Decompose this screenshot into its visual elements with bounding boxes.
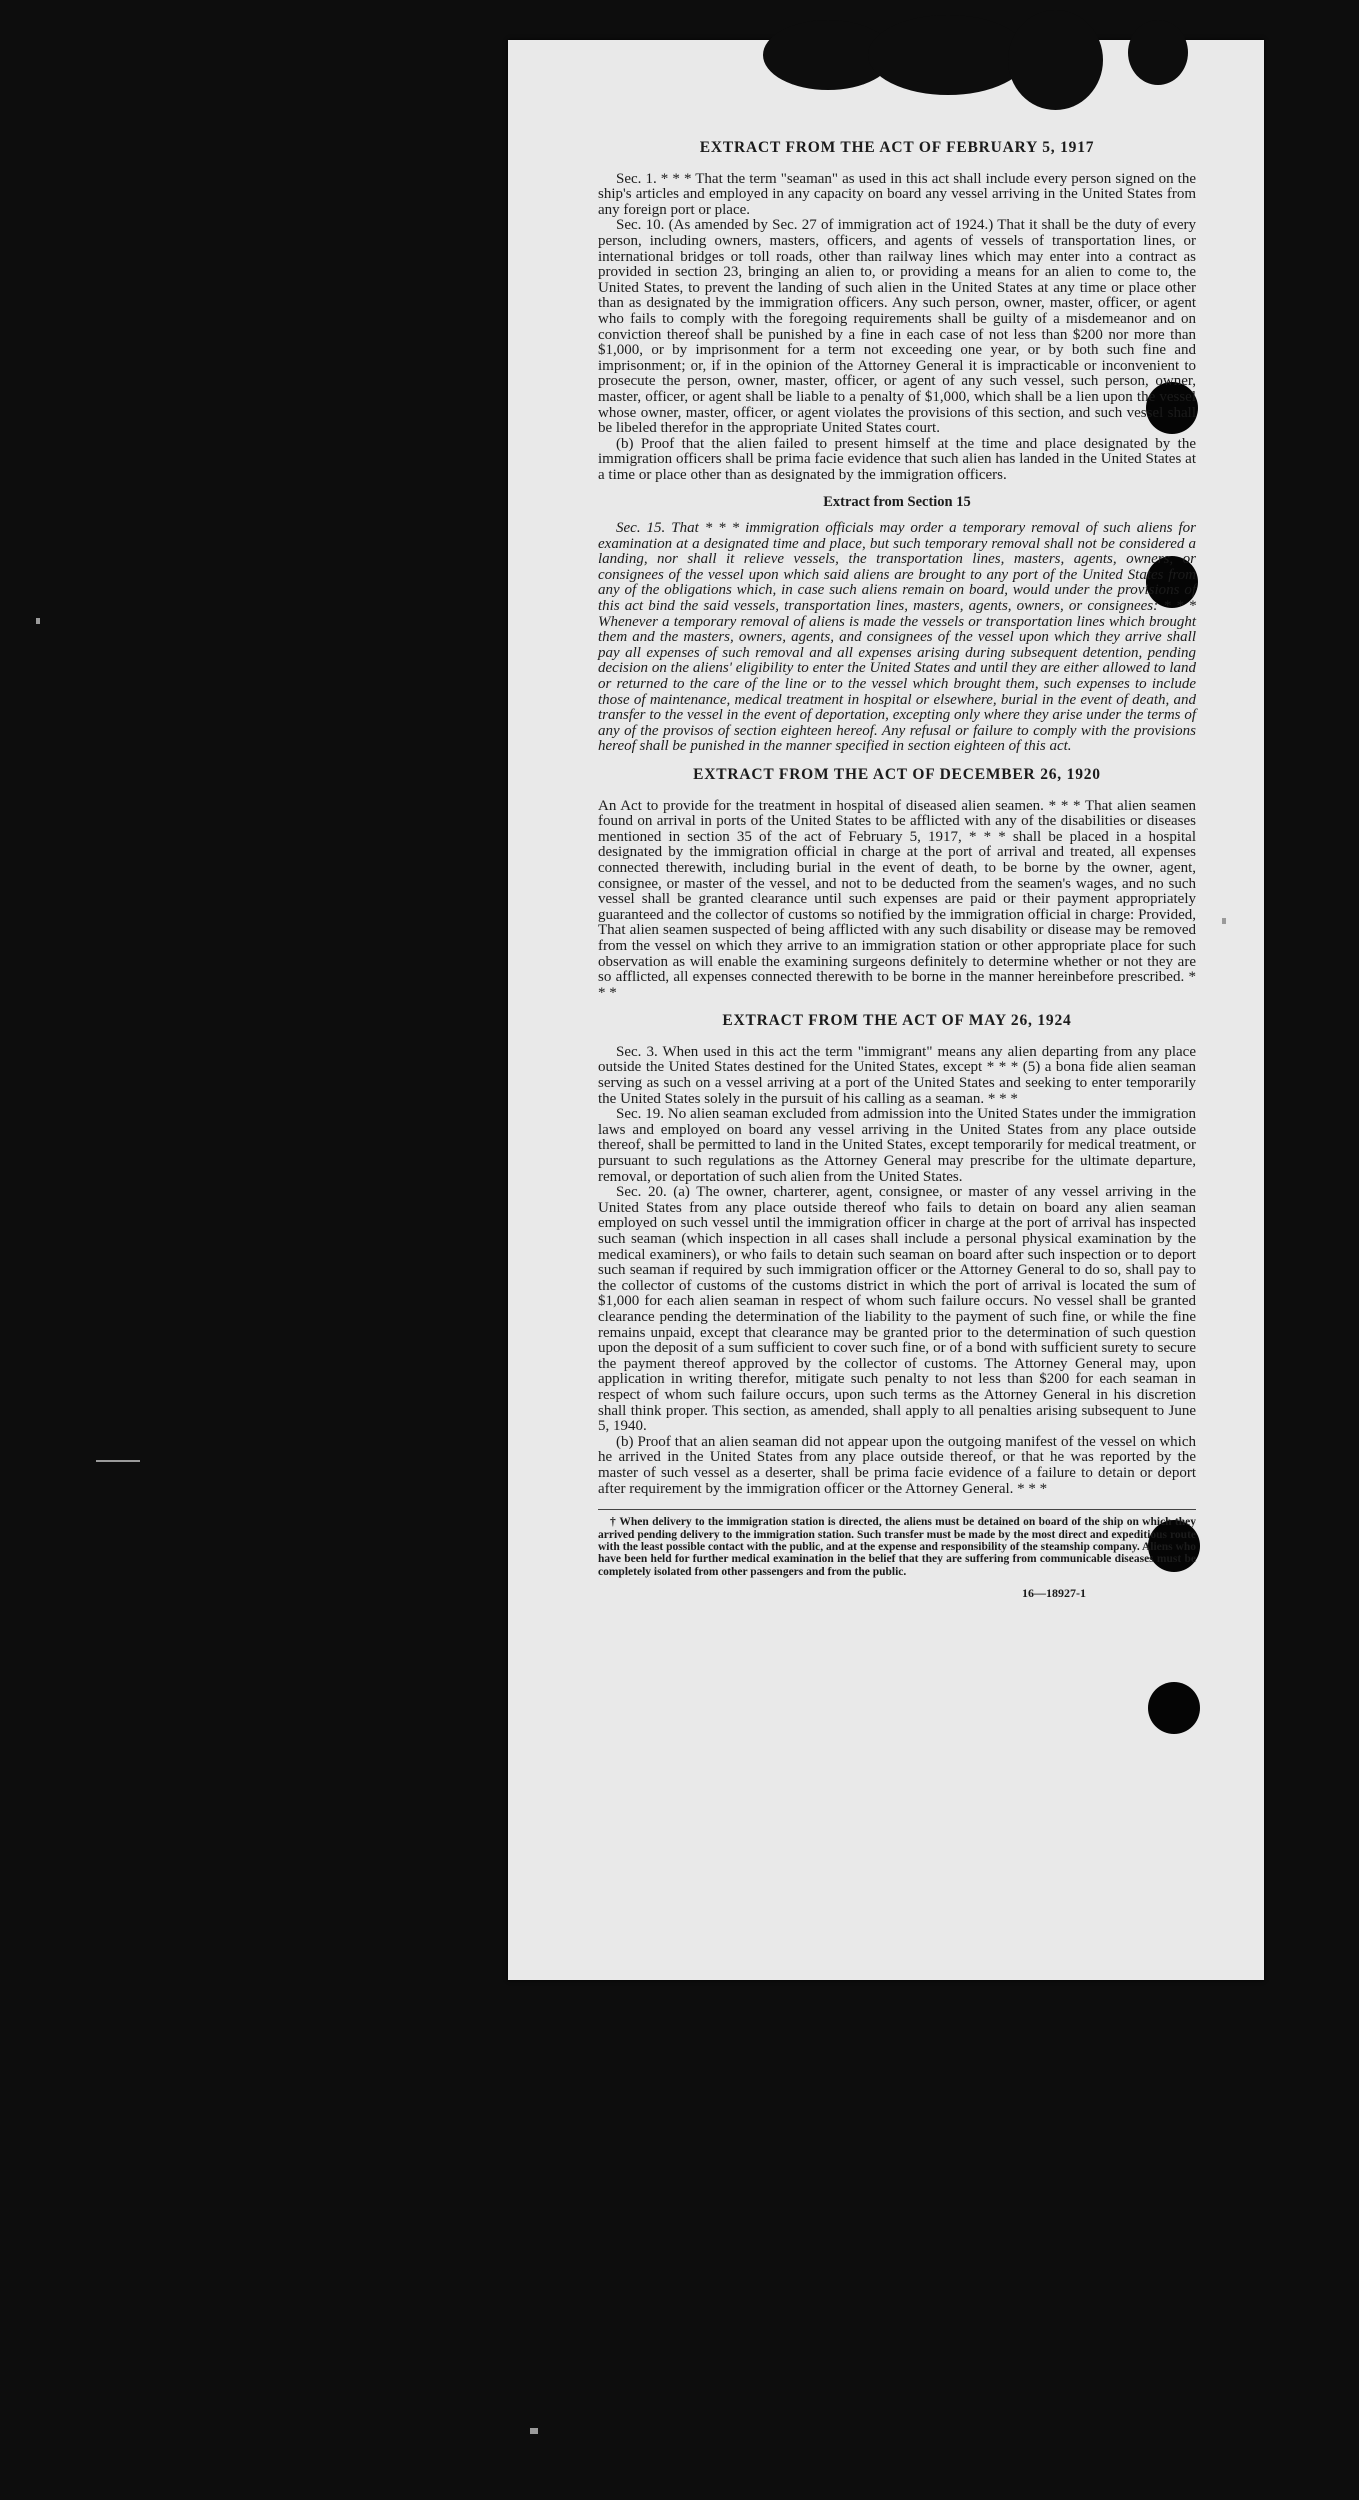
paragraph: Sec. 19. No alien seaman excluded from admission into the United States under the immigration laws and employed on board any vessel arriving in the United States from any place outside thereof, shall be permitted to land in the United States, except temporarily for medical treatment, or pursuant to such regulations as the Attorney General may prescribe for the ultimate departure, removal, or deportation of such alien from the United States. — [598, 1106, 1196, 1185]
section-act-1917 — [598, 140, 1196, 483]
torn-edge — [868, 15, 1028, 95]
torn-edge — [1008, 10, 1103, 110]
section-heading: Extract from Section 15 — [823, 494, 971, 511]
paragraph: An Act to provide for the treatment in hospital of diseased alien seamen. * * * That alien seamen found on arrival in ports of the United States to be afflicted with any of the disabilities or diseases mentioned in section 35 of the act of February 5, 1917, * * * shall be placed in a hospital designated by the immigration official in charge at the port of arrival and treated, all expenses connected therewith, including burial in the event of death, to be borne by the owner, agent, consignee, or master of the vessel, and not to be deducted from the seamen's wages, and no such vessel shall be granted clearance until such expenses are paid or their payment appropriately guaranteed and the collector of customs so notified by the immigration official in charge: Provided, That alien seamen suspected of being afflicted with any such disability or disease may be removed from the vessel on which they arrive to an immigration station or other appropriate place for such observation as will enable the examining surgeons definitely to determine whether or not they are so afflicted, all expenses connected therewith to be borne in the manner hereinbefore prescribed. * * * — [598, 797, 1196, 1001]
scan-speck — [530, 2428, 538, 2434]
section-heading: EXTRACT FROM THE ACT OF DECEMBER 26, 1920 — [693, 765, 1101, 783]
paragraph: Sec. 10. (As amended by Sec. 27 of immigration act of 1924.) That it shall be the duty of every person, including owners, masters, officers, and agents of vessels of transportation lines, or international bridges or toll roads, other than railway lines which may enter into a contract as provided in section 23, bringing an alien to, or providing a means for an alien to come to, the United States, to prevent the landing of such alien in the United States at any time or place other than as designated by the immigration officers. Any such person, owner, master, officer, or agent who fails to comply with the foregoing requirements shall be guilty of a misdemeanor and on conviction thereof shall be punished by a fine in each case of not less than $200 nor more than $1,000, or by imprisonment for a term not exceeding one year, or by both such fine and imprisonment; or, if in the opinion of the Attorney General it is impracticable or inconvenient to prosecute the person, owner, master, officer, or agent of any such vessel, such person, owner, master, officer, or agent shall be liable to a penalty of $1,000, which shall be a lien upon the vessel whose owner, master, officer, or agent violates the provisions of this section, and such vessel shall be libeled therefor in the appropriate United States court. — [598, 217, 1196, 437]
document-body — [598, 140, 1196, 1602]
paragraph: Sec. 3. When used in this act the term "immigrant" means any alien departing from any place outside the United States destined for the United States, except * * * (5) a bona fide alien seaman serving as such on a vessel arriving at a port of the United States and seeking to enter temporarily the United States solely in the pursuit of his calling as a seaman. * * * — [598, 1043, 1196, 1107]
document-page — [508, 40, 1264, 1980]
footnote — [598, 1509, 1196, 1578]
section-heading: EXTRACT FROM THE ACT OF FEBRUARY 5, 1917 — [699, 139, 1095, 156]
paragraph: (b) Proof that an alien seaman did not appear upon the outgoing manifest of the vessel on which he arrived in the United States from any place outside thereof, or that he was reported by the master of such vessel as a deserter, shall be prima facie evidence of a failure to detain or deport after requirement by the immigration officer or the Attorney General. * * * — [598, 1433, 1196, 1497]
footnote-text: † When delivery to the immigration station is directed, the aliens must be detained on board of the ship on which they arrived pending delivery to the immigration station. Such transfer must be made by the most direct and expeditious route with the least possible contact with the public, and at the expense and responsibility of the steamship company. Aliens who have been held for further medical examination in the belief that they are suffering from communicable diseases must be completely isolated from other passengers and from the public. — [598, 1516, 1196, 1578]
paragraph: (b) Proof that the alien failed to present himself at the time and place designated by the immigration officers shall be prima facie evidence that such alien has landed in the United States at a time or place other than as designated by the immigration officers. — [598, 435, 1196, 483]
punch-hole — [1148, 1682, 1200, 1734]
section-extract-15 — [598, 495, 1196, 755]
scan-speck — [36, 618, 40, 624]
paragraph: Sec. 1. * * * That the term "seaman" as used in this act shall include every person signed on the ship's articles and employed in any capacity on board any vessel arriving in the United States from any foreign port or place. — [598, 170, 1196, 218]
paragraph: Sec. 15. That * * * immigration officials may order a temporary removal of such aliens for examination at a designated time and place, but such temporary removal shall not be considered a landing, nor shall it relieve vessels, the transportation lines, masters, agents, owners, or consignees of the vessel upon which said aliens are brought to any port of the United States from any of the obligations which, in case such aliens remain on board, would under the provisions of this act bind the said vessels, transportation lines, masters, agents, owners, or consignees: * * * Whenever a temporary removal of aliens is made the vessels or transportation lines which brought them and the masters, owners, agents, and consignees of the vessel upon which they arrive shall pay all expenses of such removal and all expenses arising during subsequent detention, pending decision on the aliens' eligibility to enter the United States and until they are either allowed to land or returned to the care of the line or to the vessel which brought them, such expenses to include those of maintenance, medical treatment in hospital or elsewhere, burial in the event of death, and transfer to the vessel in the event of deportation, excepting only where they arise under the terms of any of the provisos of section eighteen hereof. Any refusal or failure to comply with the provisions hereof shall be punished in the manner specified in section eighteen of this act. — [598, 520, 1196, 755]
section-act-1920 — [598, 767, 1196, 1001]
torn-edge — [1128, 20, 1188, 85]
scan-speck — [96, 1460, 140, 1462]
section-act-1924 — [598, 1013, 1196, 1497]
scan-speck — [1222, 918, 1226, 924]
section-heading: EXTRACT FROM THE ACT OF MAY 26, 1924 — [722, 1012, 1072, 1030]
paragraph: Sec. 20. (a) The owner, charterer, agent, consignee, or master of any vessel arriving in the United States from any place outside thereof who fails to detain on board any alien seaman employed on such vessel until the immigration officer in charge at the port of arrival has inspected such seaman (which inspection in all cases shall include a personal physical examination by the medical examiners), or who fails to detain such seaman on board after such inspection or to deport such seaman if required by such immigration officer or the Attorney General to do so, shall pay to the collector of customs of the customs district in which the port of arrival is located the sum of $1,000 for each alien seaman in respect of whom such failure occurs. No vessel shall be granted clearance pending the determination of the liability to the payment of such fine, or while the fine remains unpaid, except that clearance may be granted prior to the determination of such question upon the deposit of a sum sufficient to cover such fine, or of a bond with sufficient surety to secure the payment thereof approved by the collector of customs. The Attorney General may, upon application in writing therefor, mitigate such penalty to not less than $200 for each seaman in respect of whom such failure occurs, upon such terms as the Attorney General in his discretion shall think proper. This section, as amended, shall apply to all penalties arising subsequent to June 5, 1940. — [598, 1184, 1196, 1435]
form-code: 16—18927-1 — [1022, 1586, 1086, 1601]
